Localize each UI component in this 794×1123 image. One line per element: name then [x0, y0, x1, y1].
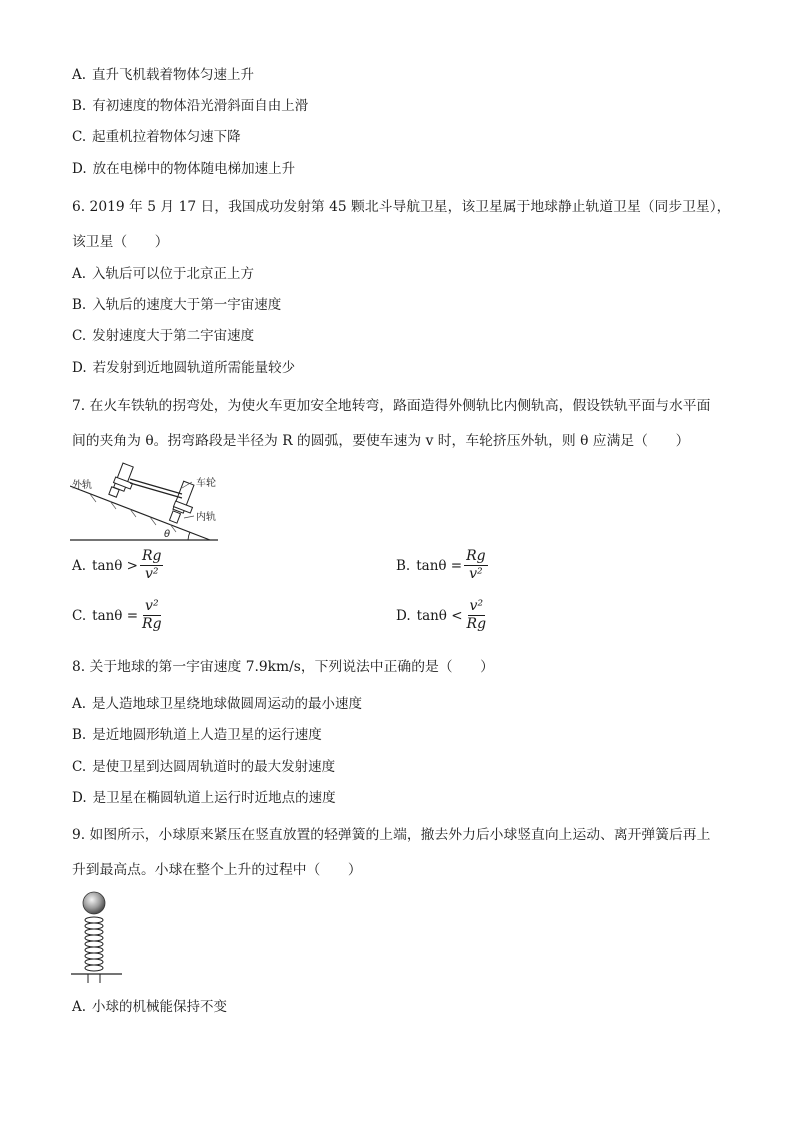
q6-stem-line1: 6. 2019 年 5 月 17 日，我国成功发射第 45 颗北斗导航卫星，该卫星属于地球静止轨道卫星（同步卫星）， [72, 199, 731, 215]
fraction-denominator: v² [144, 566, 159, 582]
axle-bottom [130, 483, 182, 498]
q7-stem-line1: 7. 在火车铁轨的拐弯处，为使火车更加安全地转弯，路面造得外侧轨比内侧轨高，假设铁轨平面与水平面 [72, 398, 711, 414]
fraction-denominator: v² [469, 566, 483, 582]
incline-hatching [90, 494, 176, 532]
q8-option-b [72, 726, 322, 744]
q9-option-a [72, 998, 227, 1016]
option-letter: A. [72, 999, 87, 1015]
option-text: 起重机拉着物体匀速下降 [92, 129, 241, 145]
option-letter: C. [72, 129, 87, 145]
wheel-label: 车轮 [196, 478, 216, 489]
q7-stem-line2: 间的夹角为 θ。拐弯路段是半径为 R 的圆弧，要使车速为 v 时，车轮挤压外轨，则 θ 应满足（ ） [72, 433, 690, 449]
axle-top [130, 479, 182, 494]
inner-leader [184, 516, 194, 518]
q7-option-d [396, 598, 490, 633]
q5-option-d [72, 160, 295, 178]
fraction-numerator: v² [469, 598, 484, 614]
fraction [464, 548, 488, 583]
option-text: 是卫星在椭圆轨道上运行时近地点的速度 [92, 790, 336, 806]
option-letter: B. [72, 98, 87, 114]
option-lhs: tanθ = [92, 607, 139, 624]
option-text: 是人造地球卫星绕地球做圆周运动的最小速度 [92, 696, 363, 712]
q9-stem-line1: 9. 如图所示，小球原来紧压在竖直放置的轻弹簧的上端，撤去外力后小球竖直向上运动、离开弹簧后再上 [72, 827, 711, 843]
option-text: 直升飞机载着物体匀速上升 [92, 67, 255, 83]
q6-stem-line2: 该卫星（ ） [72, 234, 169, 250]
q6-option-a [72, 265, 254, 283]
q8-stem: 8. 关于地球的第一宇宙速度 7.9km/s，下列说法中正确的是（ ） [72, 659, 494, 675]
q6-option-d [72, 359, 295, 377]
option-letter: A. [72, 266, 87, 282]
spring-ball-figure [70, 890, 130, 986]
q9-stem-line2: 升到最高点。小球在整个上升的过程中（ ） [72, 862, 362, 878]
fraction [465, 598, 489, 633]
option-letter: C. [72, 328, 87, 344]
option-text: 是使卫星到达圆周轨道时的最大发射速度 [92, 759, 336, 775]
option-text: 发射速度大于第二宇宙速度 [92, 328, 255, 344]
angle-arc [188, 532, 190, 540]
inner-rail-label: 内轨 [196, 512, 216, 523]
option-text: 入轨后的速度大于第一宇宙速度 [92, 297, 282, 313]
fraction-numerator: Rg [466, 548, 486, 564]
option-text: 小球的机械能保持不变 [92, 999, 228, 1015]
option-text: 是近地圆形轨道上人造卫星的运行速度 [92, 727, 322, 743]
fraction-denominator: Rg [142, 616, 162, 632]
option-lhs: tanθ = [416, 557, 463, 574]
option-letter: B. [72, 297, 87, 313]
q7-option-c [72, 598, 166, 633]
ball [83, 892, 105, 914]
q6-option-c [72, 327, 254, 345]
fraction [140, 548, 164, 583]
option-letter: D. [72, 790, 87, 806]
option-letter: D. [396, 607, 411, 624]
q8-option-d [72, 789, 336, 807]
q8-option-a [72, 695, 362, 713]
option-letter: D. [72, 161, 87, 177]
fraction-denominator: Rg [466, 616, 487, 632]
fraction-numerator: v² [145, 598, 159, 614]
option-text: 放在电梯中的物体随电梯加速上升 [92, 161, 296, 177]
option-letter: A. [72, 67, 87, 83]
option-letter: D. [72, 360, 87, 376]
option-letter: C. [72, 607, 87, 624]
q5-option-c [72, 128, 241, 146]
q5-option-a [72, 66, 254, 84]
q7-option-b [396, 548, 490, 583]
option-letter: C. [72, 759, 87, 775]
q8-option-c [72, 758, 335, 776]
spring-coils [85, 917, 103, 971]
q7-option-a [72, 548, 165, 583]
option-letter: B. [396, 557, 411, 574]
option-letter: A. [72, 557, 87, 574]
fraction-numerator: Rg [141, 548, 162, 564]
angle-label: θ [164, 529, 171, 540]
option-letter: B. [72, 727, 87, 743]
option-lhs: tanθ > [92, 557, 138, 574]
outer-wheel [109, 463, 133, 497]
q5-option-b [72, 97, 308, 115]
option-lhs: tanθ < [416, 607, 463, 624]
option-letter: A. [72, 696, 87, 712]
fraction [140, 598, 164, 633]
rail-banking-figure [70, 458, 220, 544]
option-text: 若发射到近地圆轨道所需能量较少 [92, 360, 296, 376]
outer-rail-label: 外轨 [72, 480, 92, 491]
option-text: 有初速度的物体沿光滑斜面自由上滑 [92, 98, 309, 114]
option-text: 入轨后可以位于北京正上方 [92, 266, 255, 282]
q6-option-b [72, 296, 281, 314]
